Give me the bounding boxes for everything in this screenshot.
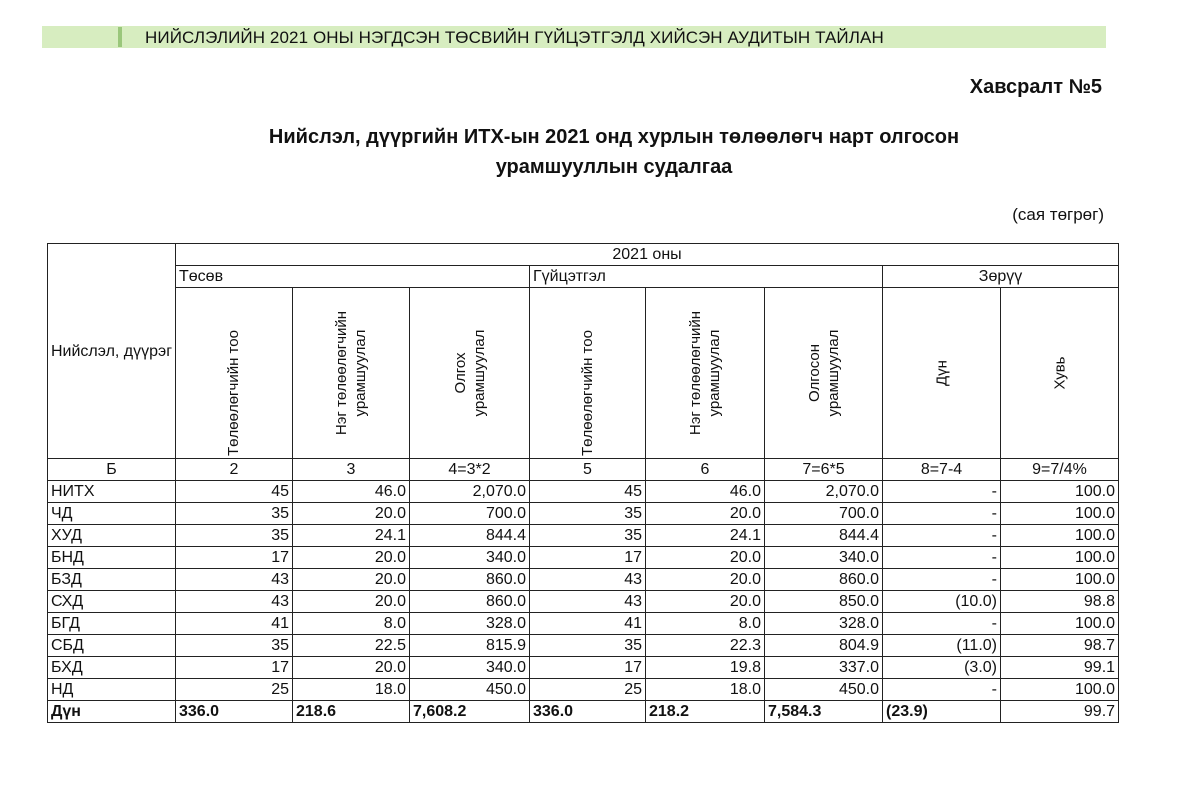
table-cell: 17 bbox=[530, 657, 646, 679]
table-cell: 98.8 bbox=[1001, 591, 1119, 613]
table-cell: - bbox=[883, 525, 1001, 547]
col-budget-delegate-count: Төлөөлөгчийн тоо bbox=[176, 288, 293, 459]
table-cell: 100.0 bbox=[1001, 503, 1119, 525]
table-cell: 17 bbox=[176, 547, 293, 569]
table-row bbox=[48, 481, 1119, 503]
table-cell: 100.0 bbox=[1001, 547, 1119, 569]
table-cell: 804.9 bbox=[765, 635, 883, 657]
table-cell: 43 bbox=[530, 591, 646, 613]
table-cell: 2,070.0 bbox=[410, 481, 530, 503]
table-cell: 20.0 bbox=[293, 547, 410, 569]
table-cell: 45 bbox=[530, 481, 646, 503]
column-code-cell: 5 bbox=[530, 459, 646, 481]
table-cell: 25 bbox=[530, 679, 646, 701]
col-diff-amount: Дүн bbox=[883, 288, 1001, 459]
table-row bbox=[48, 547, 1119, 569]
total-cell: 218.6 bbox=[293, 701, 410, 723]
col-actual-incentive-per-delegate: Нэг төлөөлөгчийн урамшуулал bbox=[646, 288, 765, 459]
incentive-table bbox=[47, 243, 1119, 723]
table-cell: 17 bbox=[176, 657, 293, 679]
group-performance: Гүйцэтгэл bbox=[530, 266, 883, 288]
table-cell: 20.0 bbox=[293, 569, 410, 591]
table-cell: 20.0 bbox=[646, 569, 765, 591]
total-cell: (23.9) bbox=[883, 701, 1001, 723]
col-actual-incentive-total: Олгосон урамшуулал bbox=[765, 288, 883, 459]
unit-label: (сая төгрөг) bbox=[1012, 205, 1104, 224]
title-line-1: Нийслэл, дүүргийн ИТХ-ын 2021 онд хурлын төлөөлөгч нарт олгосон bbox=[268, 126, 960, 148]
table-cell: - bbox=[883, 613, 1001, 635]
table-cell: 43 bbox=[530, 569, 646, 591]
table-cell: 100.0 bbox=[1001, 569, 1119, 591]
table-cell: 35 bbox=[176, 525, 293, 547]
district-name-cell: ЧД bbox=[48, 503, 176, 525]
table-row bbox=[48, 657, 1119, 679]
title-line-2: урамшууллын судалгаа bbox=[495, 156, 733, 178]
column-code-row bbox=[48, 459, 1119, 481]
col-diff-percent: Хувь bbox=[1001, 288, 1119, 459]
table-cell: 700.0 bbox=[765, 503, 883, 525]
table-cell: 8.0 bbox=[646, 613, 765, 635]
table-cell: 340.0 bbox=[765, 547, 883, 569]
district-name-cell: БЗД bbox=[48, 569, 176, 591]
table-cell: 98.7 bbox=[1001, 635, 1119, 657]
table-cell: 46.0 bbox=[646, 481, 765, 503]
table-cell: 25 bbox=[176, 679, 293, 701]
table-cell: - bbox=[883, 547, 1001, 569]
table-cell: (11.0) bbox=[883, 635, 1001, 657]
table-cell: 35 bbox=[176, 635, 293, 657]
table-cell: 328.0 bbox=[410, 613, 530, 635]
table-cell: 450.0 bbox=[410, 679, 530, 701]
table-cell: 100.0 bbox=[1001, 679, 1119, 701]
table-cell: 850.0 bbox=[765, 591, 883, 613]
table-cell: 20.0 bbox=[646, 591, 765, 613]
table-cell: 99.1 bbox=[1001, 657, 1119, 679]
column-code-cell: 9=7/4% bbox=[1001, 459, 1119, 481]
col-budget-incentive-total: Олгох урамшуулал bbox=[410, 288, 530, 459]
year-header: 2021 оны bbox=[176, 244, 1119, 266]
table-cell: 20.0 bbox=[293, 503, 410, 525]
table-cell: 20.0 bbox=[293, 591, 410, 613]
district-name-cell: НД bbox=[48, 679, 176, 701]
group-difference: Зөрүү bbox=[883, 266, 1119, 288]
table-cell: - bbox=[883, 481, 1001, 503]
total-cell: 218.2 bbox=[646, 701, 765, 723]
table-cell: 17 bbox=[530, 547, 646, 569]
table-cell: 35 bbox=[530, 503, 646, 525]
total-label-cell: Дүн bbox=[48, 701, 176, 723]
table-cell: 8.0 bbox=[293, 613, 410, 635]
column-code-cell: 3 bbox=[293, 459, 410, 481]
table-cell: 860.0 bbox=[410, 569, 530, 591]
table-cell: 337.0 bbox=[765, 657, 883, 679]
column-code-cell: 4=3*2 bbox=[410, 459, 530, 481]
table-row bbox=[48, 613, 1119, 635]
table-cell: 24.1 bbox=[646, 525, 765, 547]
district-name-cell: СХД bbox=[48, 591, 176, 613]
district-name-cell: БГД bbox=[48, 613, 176, 635]
table-cell: 844.4 bbox=[410, 525, 530, 547]
table-cell: - bbox=[883, 679, 1001, 701]
table-cell: 22.5 bbox=[293, 635, 410, 657]
total-cell: 7,584.3 bbox=[765, 701, 883, 723]
table-cell: 19.8 bbox=[646, 657, 765, 679]
table-cell: 700.0 bbox=[410, 503, 530, 525]
total-row bbox=[48, 701, 1119, 723]
table-cell: 20.0 bbox=[646, 547, 765, 569]
col-budget-incentive-per-delegate: Нэг төлөөлөгчийн урамшуулал bbox=[293, 288, 410, 459]
column-code-cell: 6 bbox=[646, 459, 765, 481]
total-cell: 7,608.2 bbox=[410, 701, 530, 723]
document-title bbox=[0, 122, 1200, 182]
table-cell: 328.0 bbox=[765, 613, 883, 635]
table-cell: 22.3 bbox=[646, 635, 765, 657]
table-cell: 43 bbox=[176, 591, 293, 613]
table-row bbox=[48, 635, 1119, 657]
report-header-title: НИЙСЛЭЛИЙН 2021 ОНЫ НЭГДСЭН ТӨСВИЙН ГҮЙЦЭТГЭЛД ХИЙСЭН АУДИТЫН ТАЙЛАН bbox=[145, 28, 884, 47]
table-cell: 100.0 bbox=[1001, 481, 1119, 503]
table-row bbox=[48, 503, 1119, 525]
table-cell: 41 bbox=[530, 613, 646, 635]
table-cell: 20.0 bbox=[646, 503, 765, 525]
table-cell: 860.0 bbox=[765, 569, 883, 591]
column-code-cell: 2 bbox=[176, 459, 293, 481]
district-name-cell: БНД bbox=[48, 547, 176, 569]
district-name-cell: БХД bbox=[48, 657, 176, 679]
table-cell: 35 bbox=[530, 525, 646, 547]
table-cell: 815.9 bbox=[410, 635, 530, 657]
table-row bbox=[48, 569, 1119, 591]
appendix-label: Хавсралт №5 bbox=[969, 76, 1102, 98]
table-cell: 844.4 bbox=[765, 525, 883, 547]
group-budget: Төсөв bbox=[176, 266, 530, 288]
table-row bbox=[48, 525, 1119, 547]
table-cell: 100.0 bbox=[1001, 525, 1119, 547]
table-cell: 340.0 bbox=[410, 657, 530, 679]
table-cell: 2,070.0 bbox=[765, 481, 883, 503]
district-name-cell: СБД bbox=[48, 635, 176, 657]
row-header-district: Нийслэл, дүүрэг bbox=[48, 244, 176, 459]
table-cell: 450.0 bbox=[765, 679, 883, 701]
district-name-cell: НИТХ bbox=[48, 481, 176, 503]
column-code-cell: 7=6*5 bbox=[765, 459, 883, 481]
table-cell: 43 bbox=[176, 569, 293, 591]
col-actual-delegate-count: Төлөөлөгчийн тоо bbox=[530, 288, 646, 459]
table-cell: 24.1 bbox=[293, 525, 410, 547]
total-cell: 336.0 bbox=[176, 701, 293, 723]
table-cell: 340.0 bbox=[410, 547, 530, 569]
table-cell: - bbox=[883, 569, 1001, 591]
table-row bbox=[48, 591, 1119, 613]
table-cell: 860.0 bbox=[410, 591, 530, 613]
table-cell: 18.0 bbox=[293, 679, 410, 701]
total-cell: 99.7 bbox=[1001, 701, 1119, 723]
table-cell: 41 bbox=[176, 613, 293, 635]
table-row bbox=[48, 679, 1119, 701]
table-cell: 100.0 bbox=[1001, 613, 1119, 635]
total-cell: 336.0 bbox=[530, 701, 646, 723]
table-cell: 45 bbox=[176, 481, 293, 503]
table-cell: 20.0 bbox=[293, 657, 410, 679]
table-cell: - bbox=[883, 503, 1001, 525]
district-name-cell: ХУД bbox=[48, 525, 176, 547]
table-cell: (3.0) bbox=[883, 657, 1001, 679]
table-cell: (10.0) bbox=[883, 591, 1001, 613]
column-code-cell: Б bbox=[48, 459, 176, 481]
table-cell: 18.0 bbox=[646, 679, 765, 701]
column-code-cell: 8=7-4 bbox=[883, 459, 1001, 481]
table-cell: 35 bbox=[530, 635, 646, 657]
header-marker bbox=[118, 27, 122, 47]
table-cell: 46.0 bbox=[293, 481, 410, 503]
table-cell: 35 bbox=[176, 503, 293, 525]
